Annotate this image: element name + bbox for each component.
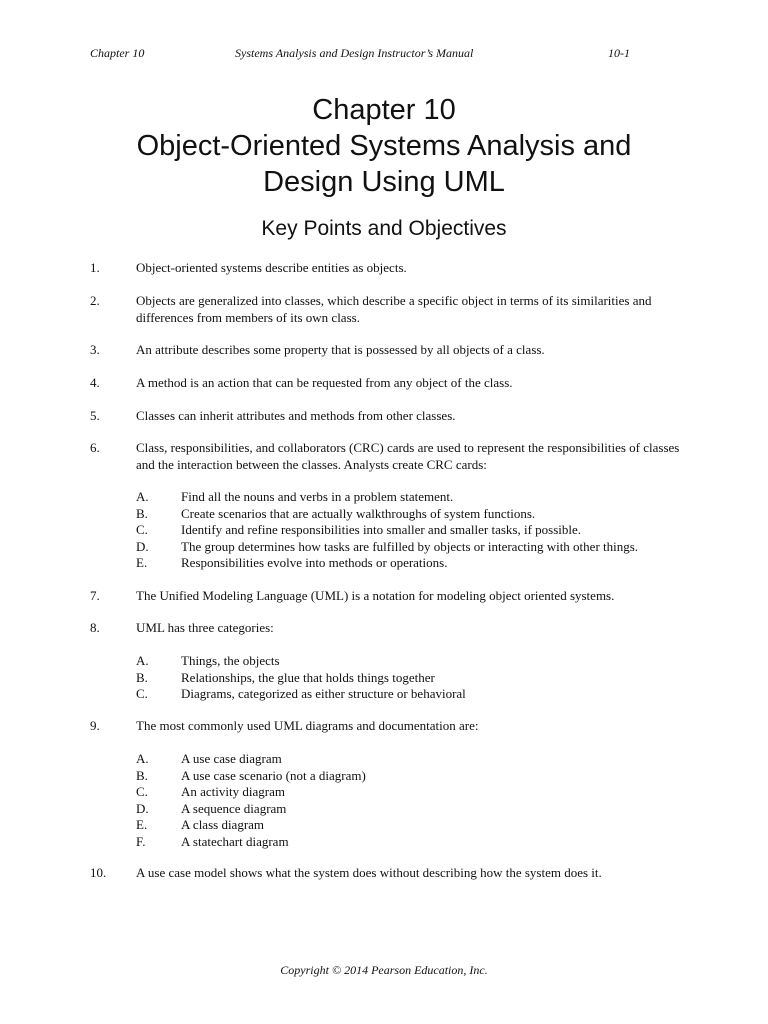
sub-list-item-text: Relationships, the glue that holds things together xyxy=(181,669,435,685)
copyright-footer: Copyright © 2014 Pearson Education, Inc. xyxy=(280,963,488,977)
list-item-number: 5. xyxy=(90,408,100,423)
sub-list-item-letter: F. xyxy=(136,833,146,849)
list-item-number: 8. xyxy=(90,620,100,635)
chapter-title-line-2: Object-Oriented Systems Analysis and xyxy=(136,130,632,162)
list-item-text: An attribute describes some property that is possessed by all objects of a class. xyxy=(136,342,545,357)
list-item-text: The most commonly used UML diagrams and documentation are: xyxy=(136,718,479,733)
list-item-number: 3. xyxy=(90,342,100,357)
sub-list-item-text: Responsibilities evolve into methods or operations. xyxy=(181,555,448,570)
list-item-text: UML has three categories: xyxy=(136,620,274,635)
list-item-number: 9. xyxy=(90,718,100,733)
sub-list-item-letter: E. xyxy=(136,555,148,570)
header-book-title: Systems Analysis and Design Instructor’s Manual xyxy=(235,46,474,60)
list-item-text: Class, responsibilities, and collaborators (CRC) cards are used to represent the responsibilities of classes and the interaction between the classes. Analysts create CRC cards: xyxy=(136,440,680,472)
sub-list-item-letter: E. xyxy=(136,817,148,832)
sub-list-item-letter: A. xyxy=(136,489,149,504)
sub-list-item-letter: B. xyxy=(136,505,148,521)
list-item-number: 6. xyxy=(90,440,100,455)
chapter-title-line-1: Chapter 10 xyxy=(312,94,456,126)
sub-list-item-text: A use case scenario (not a diagram) xyxy=(181,767,366,783)
list-item-text: Objects are generalized into classes, which describe a specific object in terms of its similarities and differences from members of its own class. xyxy=(136,293,652,325)
sub-list-item-text: Create scenarios that are actually walkthroughs of system functions. xyxy=(181,505,536,521)
list-item-text: A use case model shows what the system does without describing how the system does it. xyxy=(136,865,602,880)
sub-list-item-text: An activity diagram xyxy=(181,784,285,799)
sub-list-item-text: A statechart diagram xyxy=(181,833,289,849)
list-item-number: 2. xyxy=(90,293,100,308)
list-item-text: A method is an action that can be requested from any object of the class. xyxy=(136,375,513,390)
sub-list-item-letter: C. xyxy=(136,522,148,537)
running-header xyxy=(90,46,678,62)
sub-list-item-letter: C. xyxy=(136,686,148,701)
sub-list-item-text: A class diagram xyxy=(181,817,265,832)
sub-list-item-letter: B. xyxy=(136,767,148,783)
list-item-number: 1. xyxy=(90,260,100,275)
sub-list-item-letter: B. xyxy=(136,669,148,685)
list-item-number: 7. xyxy=(90,588,100,603)
list-item-text: Object-oriented systems describe entities as objects. xyxy=(136,260,407,275)
sub-list-item-text: A sequence diagram xyxy=(181,800,287,816)
sub-list-item-text: Things, the objects xyxy=(181,653,280,668)
sub-list-item-text: The group determines how tasks are fulfilled by objects or interacting with other things. xyxy=(181,538,639,554)
chapter-title-line-3: Design Using UML xyxy=(263,166,505,198)
list-item-number: 4. xyxy=(90,375,100,390)
list-item-number: 10. xyxy=(90,865,107,880)
sub-list-item-letter: D. xyxy=(136,800,149,816)
sub-list-item-text: Find all the nouns and verbs in a problem statement. xyxy=(181,489,454,504)
header-page-number: 10-1 xyxy=(608,46,630,60)
sub-list-item-text: A use case diagram xyxy=(181,751,282,766)
sub-list-item-letter: A. xyxy=(136,751,149,766)
sub-list-item-text: Diagrams, categorized as either structure or behavioral xyxy=(181,686,466,701)
section-heading: Key Points and Objectives xyxy=(261,217,507,240)
chapter-title xyxy=(0,92,768,200)
list-item-text: The Unified Modeling Language (UML) is a notation for modeling object oriented systems. xyxy=(136,588,615,603)
sub-list-item-text: Identify and refine responsibilities into smaller and smaller tasks, if possible. xyxy=(181,522,582,537)
sub-list-item-letter: A. xyxy=(136,653,149,668)
sub-list-item-letter: D. xyxy=(136,538,149,554)
header-chapter: Chapter 10 xyxy=(90,46,145,60)
sub-list-item-letter: C. xyxy=(136,784,148,799)
list-item-text: Classes can inherit attributes and methods from other classes. xyxy=(136,408,456,423)
